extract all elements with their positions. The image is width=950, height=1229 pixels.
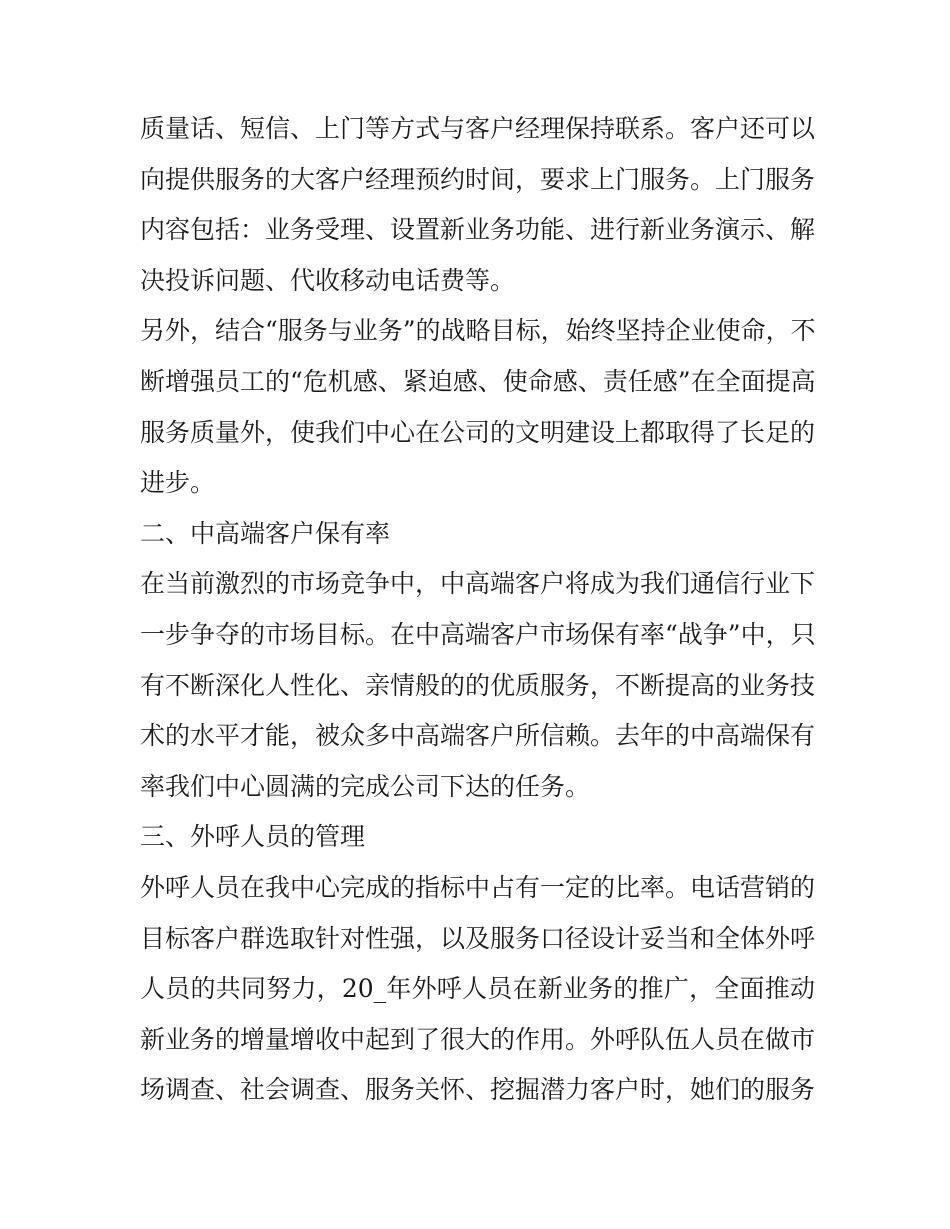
text-line: 内容包括：业务受理、设置新业务功能、进行新业务演示、解	[140, 215, 816, 245]
text-line: 人员的共同努力，20_年外呼人员在新业务的推广，全面推动	[140, 974, 815, 1004]
text-line: 服务质量外，使我们中心在公司的文明建设上都取得了长足的	[140, 417, 816, 447]
text-line: 断增强员工的“危机感、紧迫感、使命感、责任感”在全面提高	[140, 366, 816, 396]
text-line: 进步。	[140, 468, 216, 498]
text-line: 有不断深化人性化、亲情般的的优质服务，不断提高的业务技	[140, 670, 816, 700]
text-line: 术的水平才能，被众多中高端客户所信赖。去年的中高端保有	[140, 721, 816, 751]
text-line: 场调查、社会调查、服务关怀、挖掘潜力客户时，她们的服务	[140, 1075, 816, 1105]
text-line: 二、中高端客户保有率	[140, 518, 391, 548]
text-line: 决投诉问题、代收移动电话费等。	[140, 265, 516, 295]
text-line: 质量话、短信、上门等方式与客户经理保持联系。客户还可以	[140, 114, 816, 143]
body-text	[140, 104, 815, 1116]
text-line: 新业务的增量增收中起到了很大的作用。外呼队伍人员在做市	[140, 1024, 816, 1054]
text-line: 目标客户群选取针对性强，以及服务口径设计妥当和全体外呼	[140, 923, 816, 953]
text-line: 向提供服务的大客户经理预约时间，要求上门服务。上门服务	[140, 164, 816, 194]
text-line: 另外，结合“服务与业务”的战略目标，始终坚持企业使命，不	[140, 316, 816, 346]
text-line: 率我们中心圆满的完成公司下达的任务。	[140, 771, 591, 801]
text-line: 外呼人员在我中心完成的指标中占有一定的比率。电话营销的	[140, 872, 816, 902]
text-line: 三、外呼人员的管理	[140, 822, 366, 852]
text-line: 在当前激烈的市场竞争中，中高端客户将成为我们通信行业下	[140, 569, 816, 599]
text-line: 一步争夺的市场目标。在中高端客户市场保有率“战争”中，只	[140, 619, 816, 649]
